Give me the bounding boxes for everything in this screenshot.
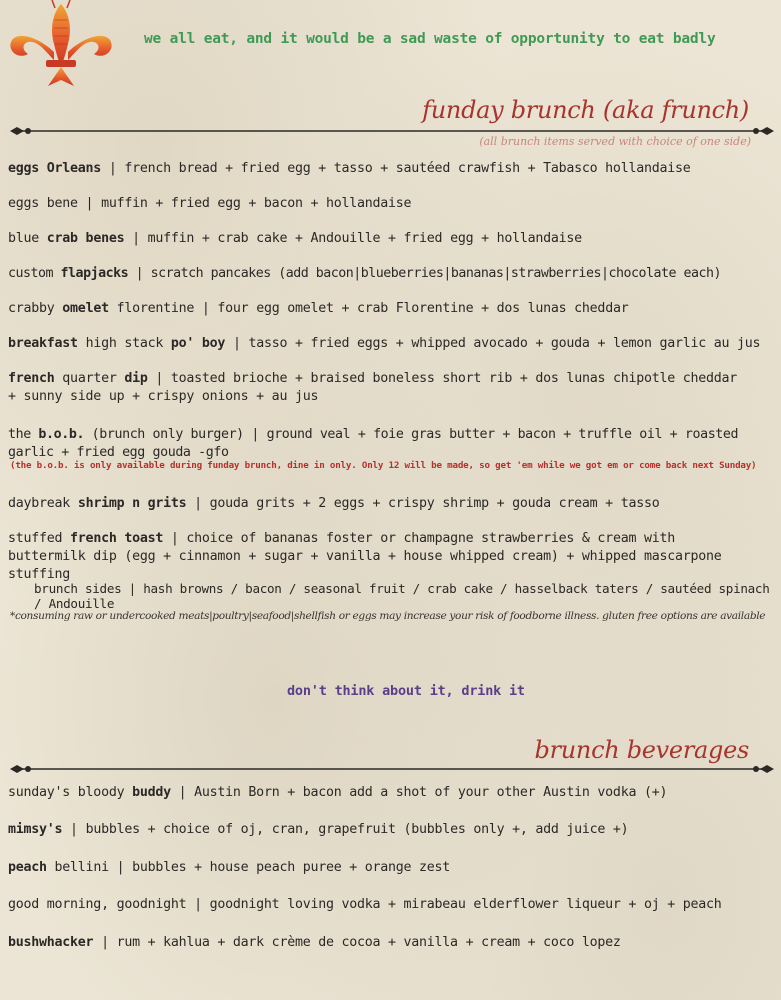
beverage-peach-bellini: peach bellini | bubbles + house peach puree + orange zest: [8, 860, 451, 875]
menu-item-stuffed-french-toast: stuffed french toast | choice of bananas foster or champagne strawberries & cream with buttermilk dip (egg + cinnamon + sugar + vanilla + house whipped cream) + whipped mascarpone stuffing: [8, 531, 722, 582]
brunch-section-title: funday brunch (aka frunch): [422, 96, 749, 124]
beverages-divider: [8, 761, 776, 777]
beverage-good-morning-goodnight: good morning, goodnight | goodnight loving vodka + mirabeau elderflower liqueur + oj + peach: [8, 897, 722, 912]
beverage-bushwhacker: bushwhacker | rum + kahlua + dark crème de cocoa + vanilla + cream + coco lopez: [8, 935, 621, 950]
beverage-mimsys: mimsy's | bubbles + choice of oj, cran, grapefruit (bubbles only +, add juice +): [8, 822, 629, 837]
menu-item-crab-benes: blue crab benes | muffin + crab cake + Andouille + fried egg + hollandaise: [8, 231, 582, 246]
menu-item-bob-burger: the b.o.b. (brunch only burger) | ground veal + foie gras butter + bacon + truffle oil + roasted garlic + fried egg gouda -gfo: [8, 427, 739, 460]
foodborne-illness-disclaimer: *consuming raw or undercooked meats|poultry|seafood|shellfish or eggs may increase your risk of foodborne illness. gluten free options are available: [10, 610, 766, 622]
brunch-side-note: (all brunch items served with choice of one side): [479, 135, 751, 148]
menu-item-flapjacks: custom flapjacks | scratch pancakes (add bacon|blueberries|bananas|strawberries|chocolate each): [8, 266, 722, 281]
menu-item-french-quarter-dip: french quarter dip | toasted brioche + braised boneless short rib + dos lunas chipotle cheddar + sunny side up + crispy onions + au jus: [8, 371, 738, 404]
brunch-sides: brunch sides | hash browns / bacon / seasonal fruit / crab cake / hasselback taters / sautéed spinach / Andouille: [34, 581, 770, 611]
menu-item-eggs-bene: eggs bene | muffin + fried egg + bacon + hollandaise: [8, 196, 412, 211]
beverages-section-title: brunch beverages: [534, 736, 749, 764]
bob-availability-note: (the b.o.b. is only available during funday brunch, dine in only. Only 12 will be made, so get 'em while we got em or come back next Sunday): [10, 460, 757, 471]
menu-item-shrimp-n-grits: daybreak shrimp n grits | gouda grits + 2 eggs + crispy shrimp + gouda cream + tasso: [8, 496, 660, 511]
tagline: we all eat, and it would be a sad waste of opportunity to eat badly: [144, 31, 716, 47]
drinks-tagline: don't think about it, drink it: [287, 683, 525, 699]
crawfish-fleur-de-lis-logo-icon: [8, 0, 114, 92]
menu-item-breakfast-po-boy: breakfast high stack po' boy | tasso + fried eggs + whipped avocado + gouda + lemon garlic au jus: [8, 336, 761, 351]
beverage-bloody-buddy: sunday's bloody buddy | Austin Born + bacon add a shot of your other Austin vodka (+): [8, 785, 668, 800]
menu-item-eggs-orleans: eggs Orleans | french bread + fried egg + tasso + sautéed crawfish + Tabasco hollandaise: [8, 161, 691, 176]
menu-item-crabby-omelet: crabby omelet florentine | four egg omelet + crab Florentine + dos lunas cheddar: [8, 301, 629, 316]
